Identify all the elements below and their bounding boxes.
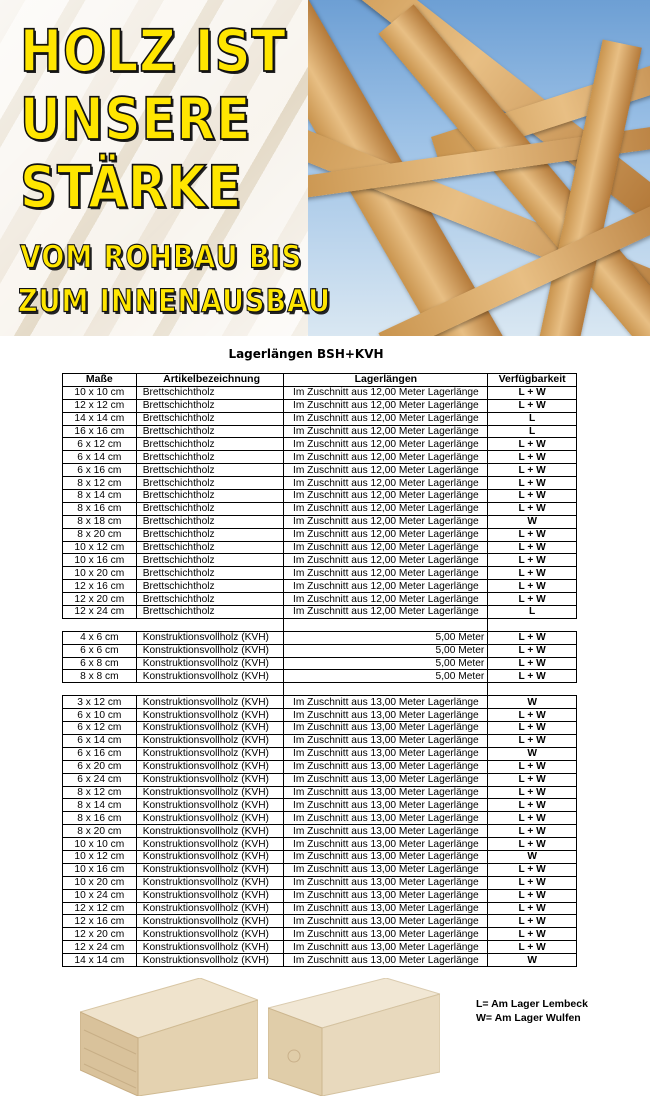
cell-availability: L + W — [488, 464, 577, 477]
table-separator-row — [63, 683, 577, 696]
cell-availability: L + W — [488, 838, 577, 851]
cell-length: Im Zuschnitt aus 13,00 Meter Lagerlänge — [284, 838, 488, 851]
cell-length: Im Zuschnitt aus 13,00 Meter Lagerlänge — [284, 812, 488, 825]
cell-dimensions: 10 x 16 cm — [63, 554, 137, 567]
cell-article: Konstruktionsvollholz (KVH) — [136, 760, 284, 773]
cell-dimensions: 6 x 16 cm — [63, 464, 137, 477]
cell-availability: L + W — [488, 580, 577, 593]
table-row — [63, 915, 577, 928]
table-title: Lagerlängen BSH+KVH — [228, 347, 384, 361]
cell-availability: L + W — [488, 554, 577, 567]
cell-length: Im Zuschnitt aus 12,00 Meter Lagerlänge — [284, 464, 488, 477]
cell-dimensions: 6 x 10 cm — [63, 709, 137, 722]
cell-length: Im Zuschnitt aus 13,00 Meter Lagerlänge — [284, 696, 488, 709]
header-dimensions: Maße — [63, 374, 137, 387]
stock-length-table — [62, 373, 577, 967]
table-row — [63, 631, 577, 644]
cell-article: Brettschichtholz — [136, 464, 284, 477]
cell-article: Konstruktionsvollholz (KVH) — [136, 838, 284, 851]
cell-article: Brettschichtholz — [136, 386, 284, 399]
cell-dimensions: 10 x 20 cm — [63, 567, 137, 580]
table-header-row — [63, 374, 577, 387]
cell-availability: L + W — [488, 490, 577, 503]
cell-length: Im Zuschnitt aus 13,00 Meter Lagerlänge — [284, 799, 488, 812]
cell-availability: L + W — [488, 722, 577, 735]
cell-availability: L + W — [488, 593, 577, 606]
cell-dimensions: 8 x 8 cm — [63, 670, 137, 683]
cell-dimensions: 12 x 20 cm — [63, 593, 137, 606]
cell-length: Im Zuschnitt aus 12,00 Meter Lagerlänge — [284, 412, 488, 425]
cell-dimensions: 12 x 12 cm — [63, 902, 137, 915]
cell-article: Brettschichtholz — [136, 567, 284, 580]
cell-length: Im Zuschnitt aus 12,00 Meter Lagerlänge — [284, 606, 488, 619]
cell-length: Im Zuschnitt aus 13,00 Meter Lagerlänge — [284, 863, 488, 876]
cell-dimensions: 8 x 16 cm — [63, 812, 137, 825]
table-row — [63, 876, 577, 889]
cell-availability: L + W — [488, 438, 577, 451]
table-row — [63, 490, 577, 503]
cell-length: Im Zuschnitt aus 12,00 Meter Lagerlänge — [284, 502, 488, 515]
cell-dimensions: 6 x 6 cm — [63, 644, 137, 657]
cell-length: Im Zuschnitt aus 13,00 Meter Lagerlänge — [284, 722, 488, 735]
cell-article: Konstruktionsvollholz (KVH) — [136, 799, 284, 812]
cell-dimensions: 8 x 20 cm — [63, 528, 137, 541]
cell-length: Im Zuschnitt aus 13,00 Meter Lagerlänge — [284, 850, 488, 863]
cell-availability: L + W — [488, 386, 577, 399]
cell-article: Brettschichtholz — [136, 554, 284, 567]
cell-dimensions: 12 x 16 cm — [63, 580, 137, 593]
cell-length: Im Zuschnitt aus 12,00 Meter Lagerlänge — [284, 438, 488, 451]
cell-dimensions: 10 x 24 cm — [63, 889, 137, 902]
cell-article: Brettschichtholz — [136, 502, 284, 515]
cell-dimensions: 12 x 12 cm — [63, 399, 137, 412]
table-row — [63, 812, 577, 825]
cell-length: Im Zuschnitt aus 12,00 Meter Lagerlänge — [284, 580, 488, 593]
cell-dimensions: 4 x 6 cm — [63, 631, 137, 644]
table-row — [63, 902, 577, 915]
cell-article: Konstruktionsvollholz (KVH) — [136, 786, 284, 799]
subline-line-2: ZUM INNENAUSBAU — [18, 284, 332, 320]
cell-dimensions: 6 x 20 cm — [63, 760, 137, 773]
cell-article: Brettschichtholz — [136, 438, 284, 451]
cell-dimensions: 8 x 18 cm — [63, 515, 137, 528]
cell-availability: L — [488, 425, 577, 438]
cell-length: Im Zuschnitt aus 12,00 Meter Lagerlänge — [284, 399, 488, 412]
headline-line-2: UNSERE — [20, 86, 252, 153]
cell-availability: L + W — [488, 631, 577, 644]
cell-availability: L + W — [488, 709, 577, 722]
cell-article: Konstruktionsvollholz (KVH) — [136, 722, 284, 735]
cell-availability: L + W — [488, 863, 577, 876]
cell-availability: W — [488, 850, 577, 863]
legend-wulfen: W= Am Lager Wulfen — [476, 1012, 581, 1024]
cell-dimensions: 12 x 24 cm — [63, 941, 137, 954]
cell-length: Im Zuschnitt aus 12,00 Meter Lagerlänge — [284, 477, 488, 490]
cell-availability: W — [488, 515, 577, 528]
cell-availability: L — [488, 606, 577, 619]
table-row — [63, 644, 577, 657]
cell-dimensions: 8 x 12 cm — [63, 477, 137, 490]
cell-dimensions: 10 x 16 cm — [63, 863, 137, 876]
cell-dimensions: 8 x 12 cm — [63, 786, 137, 799]
solid-timber-image — [268, 978, 440, 1096]
header-article: Artikelbezeichnung — [136, 374, 284, 387]
cell-dimensions: 10 x 10 cm — [63, 838, 137, 851]
cell-availability: L + W — [488, 541, 577, 554]
hero-banner — [0, 0, 650, 336]
cell-dimensions: 8 x 14 cm — [63, 799, 137, 812]
cell-article: Konstruktionsvollholz (KVH) — [136, 670, 284, 683]
cell-length: Im Zuschnitt aus 12,00 Meter Lagerlänge — [284, 490, 488, 503]
cell-length: Im Zuschnitt aus 13,00 Meter Lagerlänge — [284, 709, 488, 722]
cell-length: Im Zuschnitt aus 13,00 Meter Lagerlänge — [284, 747, 488, 760]
cell-availability: L + W — [488, 399, 577, 412]
cell-article: Brettschichtholz — [136, 399, 284, 412]
cell-article: Konstruktionsvollholz (KVH) — [136, 954, 284, 967]
headline-line-1: HOLZ IST — [20, 18, 287, 85]
cell-availability: L + W — [488, 902, 577, 915]
table-row — [63, 670, 577, 683]
cell-availability: L + W — [488, 657, 577, 670]
cell-availability: L + W — [488, 477, 577, 490]
cell-article: Brettschichtholz — [136, 580, 284, 593]
cell-dimensions: 6 x 16 cm — [63, 747, 137, 760]
cell-dimensions: 6 x 12 cm — [63, 438, 137, 451]
table-row — [63, 541, 577, 554]
cell-dimensions: 3 x 12 cm — [63, 696, 137, 709]
cell-availability: L + W — [488, 825, 577, 838]
cell-length: Im Zuschnitt aus 12,00 Meter Lagerlänge — [284, 451, 488, 464]
table-row — [63, 515, 577, 528]
cell-article: Brettschichtholz — [136, 412, 284, 425]
cell-article: Brettschichtholz — [136, 541, 284, 554]
cell-article: Brettschichtholz — [136, 490, 284, 503]
cell-length: 5,00 Meter — [284, 631, 488, 644]
cell-dimensions: 6 x 24 cm — [63, 773, 137, 786]
header-availability: Verfügbarkeit — [488, 374, 577, 387]
cell-length: Im Zuschnitt aus 13,00 Meter Lagerlänge — [284, 889, 488, 902]
cell-article: Brettschichtholz — [136, 593, 284, 606]
cell-availability: L + W — [488, 786, 577, 799]
cell-length: Im Zuschnitt aus 13,00 Meter Lagerlänge — [284, 928, 488, 941]
cell-length: Im Zuschnitt aus 13,00 Meter Lagerlänge — [284, 825, 488, 838]
cell-article: Konstruktionsvollholz (KVH) — [136, 902, 284, 915]
cell-availability: L + W — [488, 941, 577, 954]
cell-article: Brettschichtholz — [136, 606, 284, 619]
cell-dimensions: 12 x 24 cm — [63, 606, 137, 619]
cell-length: Im Zuschnitt aus 13,00 Meter Lagerlänge — [284, 941, 488, 954]
table-row — [63, 399, 577, 412]
cell-article: Konstruktionsvollholz (KVH) — [136, 825, 284, 838]
cell-dimensions: 14 x 14 cm — [63, 954, 137, 967]
table-row — [63, 928, 577, 941]
table-row — [63, 954, 577, 967]
cell-dimensions: 6 x 12 cm — [63, 722, 137, 735]
cell-availability: L + W — [488, 889, 577, 902]
table-row — [63, 850, 577, 863]
cell-length: Im Zuschnitt aus 12,00 Meter Lagerlänge — [284, 593, 488, 606]
cell-dimensions: 6 x 14 cm — [63, 451, 137, 464]
table-row — [63, 477, 577, 490]
table-row — [63, 502, 577, 515]
table-row — [63, 386, 577, 399]
cell-article: Brettschichtholz — [136, 477, 284, 490]
table-row — [63, 799, 577, 812]
subline-line-1: VOM ROHBAU BIS — [20, 240, 303, 276]
cell-dimensions: 10 x 12 cm — [63, 541, 137, 554]
cell-availability: L + W — [488, 799, 577, 812]
table-separator-row — [63, 618, 577, 631]
cell-length: Im Zuschnitt aus 13,00 Meter Lagerlänge — [284, 902, 488, 915]
cell-length: 5,00 Meter — [284, 657, 488, 670]
cell-availability: L + W — [488, 567, 577, 580]
cell-article: Brettschichtholz — [136, 515, 284, 528]
table-row — [63, 425, 577, 438]
table-row — [63, 786, 577, 799]
table-row — [63, 606, 577, 619]
cell-dimensions: 12 x 16 cm — [63, 915, 137, 928]
table-row — [63, 747, 577, 760]
cell-dimensions: 6 x 14 cm — [63, 734, 137, 747]
cell-availability: W — [488, 954, 577, 967]
cell-availability: L + W — [488, 812, 577, 825]
cell-availability: L + W — [488, 915, 577, 928]
cell-availability: L + W — [488, 876, 577, 889]
availability-legend — [476, 997, 588, 1025]
glulam-beam-image — [80, 978, 258, 1096]
table-row — [63, 657, 577, 670]
cell-length: Im Zuschnitt aus 13,00 Meter Lagerlänge — [284, 954, 488, 967]
cell-availability: L + W — [488, 670, 577, 683]
cell-length: Im Zuschnitt aus 12,00 Meter Lagerlänge — [284, 567, 488, 580]
cell-length: Im Zuschnitt aus 13,00 Meter Lagerlänge — [284, 786, 488, 799]
cell-article: Brettschichtholz — [136, 425, 284, 438]
cell-article: Konstruktionsvollholz (KVH) — [136, 773, 284, 786]
cell-dimensions: 6 x 8 cm — [63, 657, 137, 670]
header-length: Lagerlängen — [284, 374, 488, 387]
cell-length: Im Zuschnitt aus 13,00 Meter Lagerlänge — [284, 773, 488, 786]
cell-availability: L — [488, 412, 577, 425]
table-row — [63, 734, 577, 747]
cell-article: Konstruktionsvollholz (KVH) — [136, 889, 284, 902]
legend-lembeck: L= Am Lager Lembeck — [476, 998, 588, 1010]
table-row — [63, 567, 577, 580]
cell-availability: L + W — [488, 644, 577, 657]
cell-availability: L + W — [488, 502, 577, 515]
cell-availability: L + W — [488, 760, 577, 773]
cell-dimensions: 10 x 12 cm — [63, 850, 137, 863]
cell-article: Konstruktionsvollholz (KVH) — [136, 941, 284, 954]
table-row — [63, 889, 577, 902]
table-body — [63, 386, 577, 966]
roof-truss-photo — [308, 0, 650, 336]
table-row — [63, 825, 577, 838]
table-row — [63, 528, 577, 541]
cell-length: Im Zuschnitt aus 12,00 Meter Lagerlänge — [284, 515, 488, 528]
cell-article: Konstruktionsvollholz (KVH) — [136, 709, 284, 722]
cell-dimensions: 14 x 14 cm — [63, 412, 137, 425]
cell-article: Konstruktionsvollholz (KVH) — [136, 696, 284, 709]
cell-article: Brettschichtholz — [136, 451, 284, 464]
table-row — [63, 438, 577, 451]
cell-dimensions: 16 x 16 cm — [63, 425, 137, 438]
table-row — [63, 554, 577, 567]
cell-availability: L + W — [488, 773, 577, 786]
cell-dimensions: 10 x 10 cm — [63, 386, 137, 399]
cell-length: Im Zuschnitt aus 13,00 Meter Lagerlänge — [284, 760, 488, 773]
table-row — [63, 760, 577, 773]
cell-article: Konstruktionsvollholz (KVH) — [136, 631, 284, 644]
cell-article: Konstruktionsvollholz (KVH) — [136, 876, 284, 889]
table-row — [63, 696, 577, 709]
table-row — [63, 863, 577, 876]
cell-availability: W — [488, 747, 577, 760]
cell-availability: L + W — [488, 528, 577, 541]
cell-availability: L + W — [488, 928, 577, 941]
cell-article: Brettschichtholz — [136, 528, 284, 541]
cell-article: Konstruktionsvollholz (KVH) — [136, 747, 284, 760]
cell-article: Konstruktionsvollholz (KVH) — [136, 915, 284, 928]
headline-line-3: STÄRKE — [20, 154, 243, 221]
cell-dimensions: 12 x 20 cm — [63, 928, 137, 941]
table-row — [63, 412, 577, 425]
cell-dimensions: 8 x 16 cm — [63, 502, 137, 515]
table-row — [63, 941, 577, 954]
cell-article: Konstruktionsvollholz (KVH) — [136, 850, 284, 863]
cell-length: Im Zuschnitt aus 13,00 Meter Lagerlänge — [284, 915, 488, 928]
cell-article: Konstruktionsvollholz (KVH) — [136, 644, 284, 657]
cell-article: Konstruktionsvollholz (KVH) — [136, 928, 284, 941]
cell-length: Im Zuschnitt aus 12,00 Meter Lagerlänge — [284, 425, 488, 438]
table-row — [63, 722, 577, 735]
cell-length: Im Zuschnitt aus 13,00 Meter Lagerlänge — [284, 734, 488, 747]
table-row — [63, 580, 577, 593]
cell-availability: W — [488, 696, 577, 709]
cell-availability: L + W — [488, 451, 577, 464]
cell-length: Im Zuschnitt aus 13,00 Meter Lagerlänge — [284, 876, 488, 889]
table-row — [63, 773, 577, 786]
cell-length: Im Zuschnitt aus 12,00 Meter Lagerlänge — [284, 528, 488, 541]
cell-length: Im Zuschnitt aus 12,00 Meter Lagerlänge — [284, 386, 488, 399]
cell-article: Konstruktionsvollholz (KVH) — [136, 812, 284, 825]
cell-dimensions: 8 x 14 cm — [63, 490, 137, 503]
cell-availability: L + W — [488, 734, 577, 747]
cell-length: Im Zuschnitt aus 12,00 Meter Lagerlänge — [284, 541, 488, 554]
table-row — [63, 451, 577, 464]
cell-length: Im Zuschnitt aus 12,00 Meter Lagerlänge — [284, 554, 488, 567]
cell-length: 5,00 Meter — [284, 644, 488, 657]
cell-dimensions: 10 x 20 cm — [63, 876, 137, 889]
cell-dimensions: 8 x 20 cm — [63, 825, 137, 838]
table-row — [63, 709, 577, 722]
table-row — [63, 464, 577, 477]
cell-article: Konstruktionsvollholz (KVH) — [136, 734, 284, 747]
cell-article: Konstruktionsvollholz (KVH) — [136, 657, 284, 670]
cell-length: 5,00 Meter — [284, 670, 488, 683]
table-row — [63, 838, 577, 851]
table-row — [63, 593, 577, 606]
cell-article: Konstruktionsvollholz (KVH) — [136, 863, 284, 876]
